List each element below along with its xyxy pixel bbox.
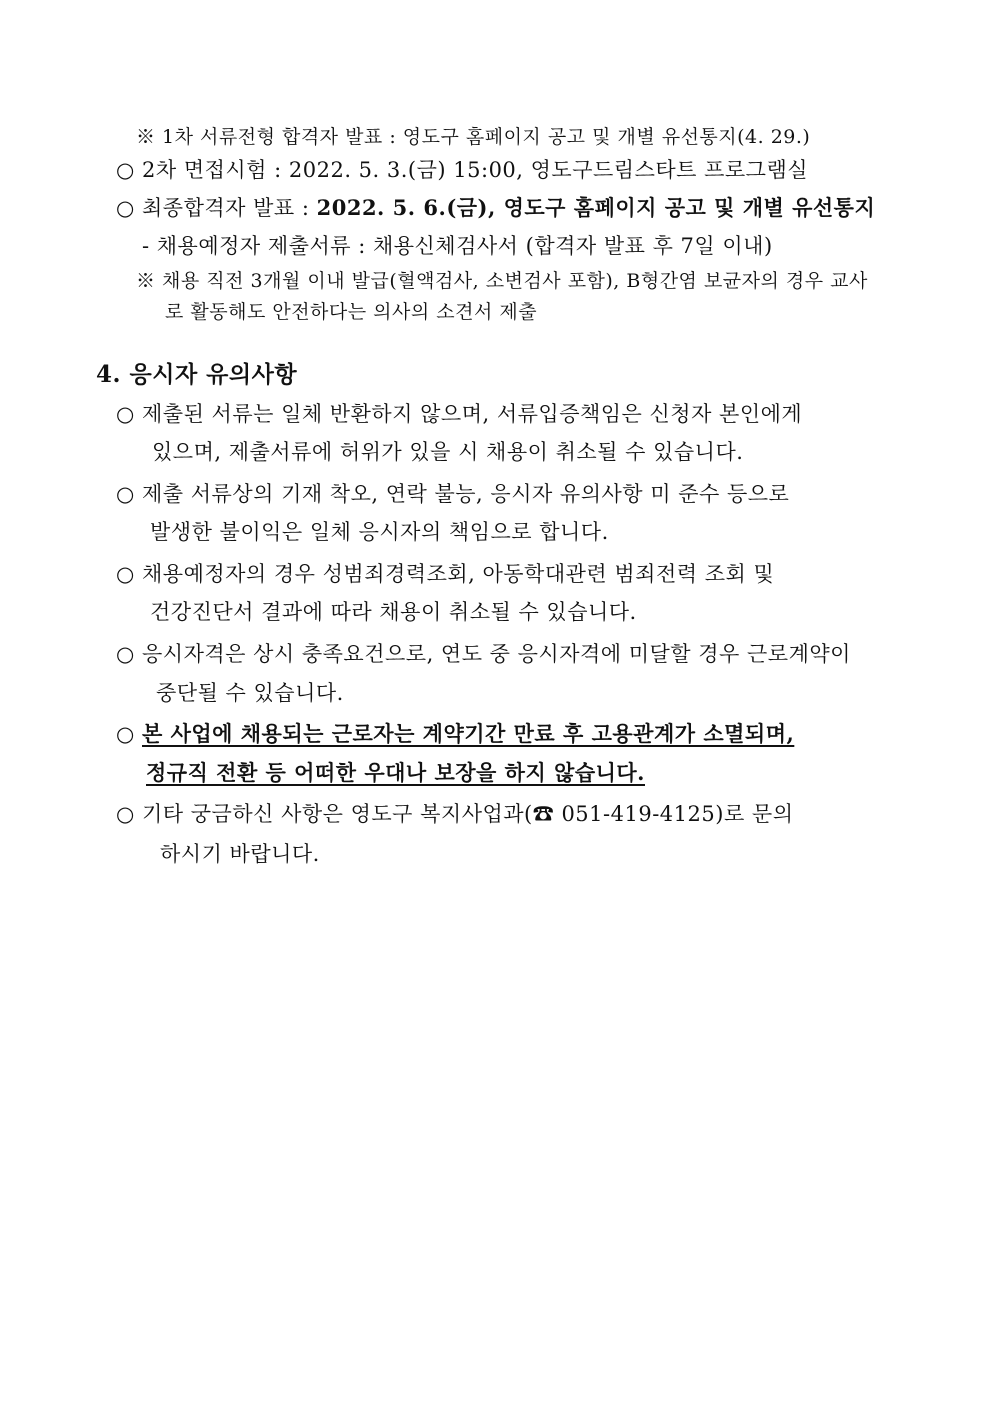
- notice-item-5-bullet: ○: [116, 722, 142, 746]
- notice-item-3-line2: 건강진단서 결과에 따라 채용이 취소될 수 있습니다.: [150, 600, 637, 624]
- final-announcement-label: ○ 최종합격자 발표 :: [116, 196, 317, 220]
- notice-item-5-line2: 정규직 전환 등 어떠한 우대나 보장을 하지 않습니다.: [146, 760, 645, 785]
- final-announcement: [116, 192, 875, 222]
- final-announcement-detail: 2022. 5. 6.(금), 영도구 홈페이지 공고 및 개별 유선통지: [316, 195, 876, 220]
- note-health-check-line1: ※ 채용 직전 3개월 이내 발급(혈액검사, 소변검사 포함), B형간염 보균자의 경우 교사: [136, 270, 868, 292]
- phone-number: 051-419-4125: [554, 802, 716, 826]
- contact-text: ○ 기타 궁금하신 사항은 영도구 복지사업과(: [116, 802, 533, 826]
- notice-item-5-emphasis: 본 사업에 채용되는 근로자는 계약기간 만료 후 고용관계가 소멸되며,: [142, 721, 795, 746]
- section-heading: 4. 응시자 유의사항: [96, 361, 298, 388]
- notice-item-6-line1: [116, 798, 793, 828]
- notice-item-2-line2: 발생한 불이익은 일체 응시자의 책임으로 합니다.: [150, 520, 609, 544]
- note-first-round: ※ 1차 서류전형 합격자 발표 : 영도구 홈페이지 공고 및 개별 유선통지(4. 29.): [136, 126, 811, 148]
- notice-item-1-line2: 있으며, 제출서류에 허위가 있을 시 채용이 취소될 수 있습니다.: [152, 440, 744, 464]
- notice-item-6-line2: 하시기 바랍니다.: [160, 842, 320, 866]
- notice-item-4-line2: 중단될 수 있습니다.: [156, 681, 344, 705]
- notice-item-5-line1: [116, 718, 794, 748]
- notice-item-3-line1: ○ 채용예정자의 경우 성범죄경력조회, 아동학대관련 범죄전력 조회 및: [116, 562, 775, 586]
- notice-item-4-line1: ○ 응시자격은 상시 충족요건으로, 연도 중 응시자격에 미달할 경우 근로계약이: [116, 642, 851, 666]
- interview-schedule: ○ 2차 면접시험 : 2022. 5. 3.(금) 15:00, 영도구드림스타트 프로그램실: [116, 158, 809, 182]
- notice-item-2-line1: ○ 제출 서류상의 기재 착오, 연락 불능, 응시자 유의사항 미 준수 등으로: [116, 482, 790, 506]
- note-health-check-line2: 로 활동해도 안전하다는 의사의 소견서 제출: [165, 301, 538, 323]
- notice-item-1-line1: ○ 제출된 서류는 일체 반환하지 않으며, 서류입증책임은 신청자 본인에게: [116, 402, 803, 426]
- required-documents: - 채용예정자 제출서류 : 채용신체검사서 (합격자 발표 후 7일 이내): [142, 234, 773, 258]
- phone-icon: ☎: [532, 802, 555, 826]
- contact-text-suffix: )로 문의: [715, 802, 794, 826]
